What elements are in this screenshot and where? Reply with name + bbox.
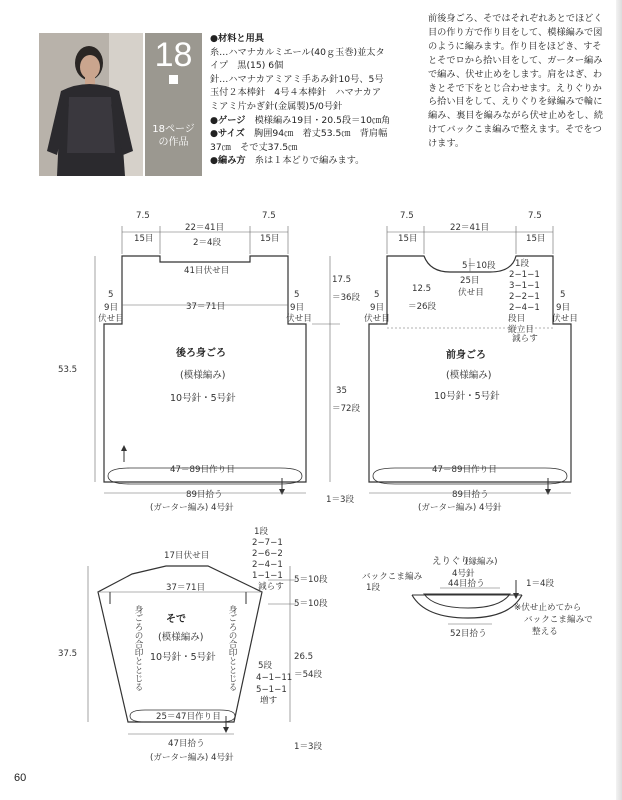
- front-cast-on: 47＝89目作り目: [432, 465, 497, 475]
- sleeve-cap-3: 2−6−2: [252, 549, 283, 559]
- sleeve-title: そで: [166, 614, 186, 625]
- sleeve-cap-6: 減らす: [258, 582, 284, 592]
- front-armhole-left-bind: 伏せ目: [364, 314, 390, 324]
- sleeve-side-right: 身ごろの合印ととじる: [227, 605, 237, 691]
- front-armhole-right-bind: 伏せ目: [552, 314, 578, 324]
- sleeve-lower-rows: ＝54段: [294, 670, 323, 680]
- collar-title-paren: (縁編み): [465, 557, 498, 567]
- back-diagram: [58, 211, 361, 513]
- collar-pickup-top: 44目拾う: [448, 579, 485, 589]
- back-shoulder-left-st: 15目: [134, 234, 154, 244]
- sleeve-hem-rows: 1＝3段: [294, 742, 323, 752]
- back-armhole-left: 5: [108, 290, 114, 300]
- instruction-line: 編み、裏目を編みながら伏せ止めをし、続: [428, 110, 604, 122]
- back-armhole-right-st: 9目: [290, 303, 305, 313]
- back-armhole-right: 5: [294, 290, 300, 300]
- front-neck-depth: 12.5: [412, 284, 432, 294]
- back-neck-bindoff: 41目伏せ目: [184, 266, 230, 276]
- sleeve-inc-4: 増す: [260, 696, 278, 706]
- size-value-2: 37㎝ そで丈37.5㎝: [210, 141, 298, 153]
- needle-line-2: 玉付２本棒針 4号４本棒針 ハマナカア: [210, 87, 382, 99]
- collar-note-1: ※伏せ止めてから: [514, 603, 582, 613]
- instruction-line: 目の作り方で作り目をして、模様編みで図: [428, 26, 603, 38]
- sleeve-lower: 26.5: [294, 652, 314, 662]
- collar-needle: 4号針: [452, 569, 475, 579]
- back-armhole-right-bind: 伏せ目: [286, 314, 312, 324]
- instruction-line: 前後身ごろ、そではそれぞれあとでほどく: [428, 13, 603, 24]
- collar-note-2: バックこま編みで: [524, 615, 593, 625]
- size-value-1: 胸囲94㎝ 着丈53.5㎝ 背肩幅: [254, 128, 388, 140]
- back-armhole-left-bind: 伏せ目: [98, 314, 124, 324]
- instruction-line: けてバックこま編みで整えます。そでをつ: [428, 124, 602, 136]
- back-chest: 37＝71目: [186, 302, 226, 312]
- front-armhole-left-st: 9目: [370, 303, 385, 313]
- collar-diagram: [362, 555, 593, 639]
- front-neck-rows: 5＝10段: [462, 261, 496, 271]
- method-label: 編み方: [218, 155, 246, 167]
- back-neck-rows: 2＝4段: [193, 238, 222, 248]
- sleeve-cap-5: 1−1−1: [252, 571, 283, 581]
- front-dec-4: 2−2−1: [509, 292, 540, 302]
- sleeve-top-bind: 17目伏せ目: [164, 551, 210, 561]
- front-shoulder-right-st: 15目: [526, 234, 546, 244]
- sleeve-cap-rows-2: 5＝10段: [294, 599, 328, 609]
- instruction-line: きとそで下をとじ合わせます。えりぐりか: [428, 82, 602, 94]
- back-body-height: 35: [336, 386, 347, 396]
- instruction-line: ら拾い目をして、えりぐりを縁編みで輪に: [428, 96, 603, 108]
- front-stitch: (模様編み): [446, 370, 492, 381]
- front-shoulder-right: 7.5: [528, 211, 542, 221]
- sleeve-cap-rows-1: 5＝10段: [294, 575, 328, 585]
- front-armhole-right-st: 9目: [556, 303, 571, 313]
- front-dec-7: 縦立目: [508, 325, 534, 335]
- materials-heading: 材料と用具: [218, 33, 264, 44]
- back-yoke-height: 17.5: [332, 275, 352, 285]
- back-shoulder-left: 7.5: [136, 211, 150, 221]
- front-dec-3: 3−1−1: [509, 281, 540, 291]
- sleeve-inc-1: 5段: [258, 661, 273, 671]
- back-shoulder-right-st: 15目: [260, 234, 280, 244]
- back-hem-rows: 1＝3段: [326, 495, 355, 505]
- back-shoulder-right: 7.5: [262, 211, 276, 221]
- page-number: 60: [14, 772, 27, 784]
- sleeve-cap-2: 2−7−1: [252, 538, 283, 548]
- back-armhole-left-st: 9目: [104, 303, 119, 313]
- front-neck-bind: 25目: [460, 276, 480, 286]
- collar-pickup-bottom: 52目拾う: [450, 629, 487, 639]
- sleeve-needles: 10号針・5号針: [150, 652, 216, 663]
- front-needles: 10号針・5号針: [434, 391, 500, 402]
- back-needles: 10号針・5号針: [170, 393, 236, 404]
- front-dec-1: 1段: [515, 259, 530, 269]
- front-dec-8: 減らす: [512, 334, 538, 344]
- back-neck-width: 22＝41目: [185, 223, 225, 233]
- back-yoke-rows: ＝36段: [332, 293, 361, 303]
- instruction-line: とそでロから拾い目をして、ガーター編み: [428, 54, 603, 66]
- caption-line-1: 18ページ: [152, 124, 195, 135]
- front-title: 前身ごろ: [446, 350, 486, 361]
- needle-line-3: ミアミ片かぎ針(金属製)5/0号針: [210, 100, 343, 112]
- front-dec-6: 段目: [508, 314, 526, 324]
- front-shoulder-left: 7.5: [400, 211, 414, 221]
- back-total-length: 53.5: [58, 365, 78, 375]
- instruction-line: で編み、伏せ止めをします。肩をはぎ、わ: [428, 68, 603, 80]
- sleeve-side-left: 身ごろの合印ととじる: [133, 605, 143, 691]
- front-pickup: 89目拾う: [452, 490, 489, 500]
- front-armhole-right: 5: [560, 290, 566, 300]
- instruction-line: のように編みます。作り目をほどき、すそ: [428, 40, 602, 52]
- bullet-icon: ●: [210, 114, 219, 126]
- bullet-icon: ●: [210, 33, 219, 44]
- sleeve-stitch: (模様編み): [158, 632, 204, 643]
- yarn-line-2: イプ 黒(15) 6個: [210, 60, 284, 72]
- back-cast-on: 47＝89目作り目: [170, 465, 235, 475]
- front-dec-2: 2−1−1: [509, 270, 540, 280]
- collar-note-3: 整える: [532, 627, 558, 637]
- yarn-line-1: 糸…ハマナカルミエール(40ｇ玉巻)並太タ: [210, 46, 385, 58]
- method-value: 糸は１本どりで編みます。: [254, 155, 365, 167]
- sleeve-cap-4: 2−4−1: [252, 560, 283, 570]
- front-dec-5: 2−4−1: [509, 303, 540, 313]
- back-title: 後ろ身ごろ: [176, 348, 226, 359]
- back-hem: (ガーター編み) 4号針: [150, 503, 234, 513]
- front-neck-depth-rows: ＝26段: [408, 302, 437, 312]
- back-stitch: (模様編み): [180, 370, 226, 381]
- front-neck-width: 22＝41目: [450, 223, 490, 233]
- instruction-line: けます。: [428, 138, 465, 150]
- collar-rows: 1＝4段: [526, 579, 555, 589]
- sleeve-top-width: 37＝71目: [166, 583, 206, 593]
- back-pickup: 89目拾う: [186, 490, 223, 500]
- front-diagram: [364, 211, 578, 513]
- sleeve-pickup: 47目拾う: [168, 739, 205, 749]
- back-outline: [104, 256, 306, 482]
- sleeve-cast-on: 25＝47目作り目: [156, 712, 221, 722]
- front-neck-bind-2: 伏せ目: [458, 288, 484, 298]
- gauge-label: ゲージ: [218, 114, 246, 126]
- sleeve-inc-3: 5−1−1: [256, 685, 287, 695]
- gauge-value: 模様編み19目・20.5段＝10㎝角: [254, 114, 391, 126]
- collar-back-crochet: バックこま編み: [362, 572, 423, 582]
- back-body-rows: ＝72段: [332, 404, 361, 414]
- bullet-icon: ●: [210, 128, 219, 140]
- front-armhole-left: 5: [374, 290, 380, 300]
- pattern-number: 18: [154, 36, 193, 74]
- sleeve-length: 37.5: [58, 649, 78, 659]
- size-label: サイズ: [218, 128, 245, 140]
- collar-inner: [424, 594, 510, 608]
- front-shoulder-left-st: 15目: [398, 234, 418, 244]
- sleeve-hem: (ガーター編み) 4号針: [150, 753, 234, 763]
- collar-title: えりぐり: [432, 556, 471, 567]
- needle-line-1: 針…ハマナカアミアミ手あみ針10号、5号: [210, 73, 384, 85]
- front-hem: (ガーター編み) 4号針: [418, 503, 502, 513]
- sleeve-diagram: [58, 526, 328, 763]
- sleeve-cap-1: 1段: [254, 527, 269, 537]
- sleeve-inc-2: 4−1−11: [256, 673, 293, 683]
- collar-back-crochet-rows: 1段: [366, 583, 381, 593]
- caption-line-2: の作品: [158, 137, 189, 148]
- bullet-icon: ●: [210, 155, 219, 167]
